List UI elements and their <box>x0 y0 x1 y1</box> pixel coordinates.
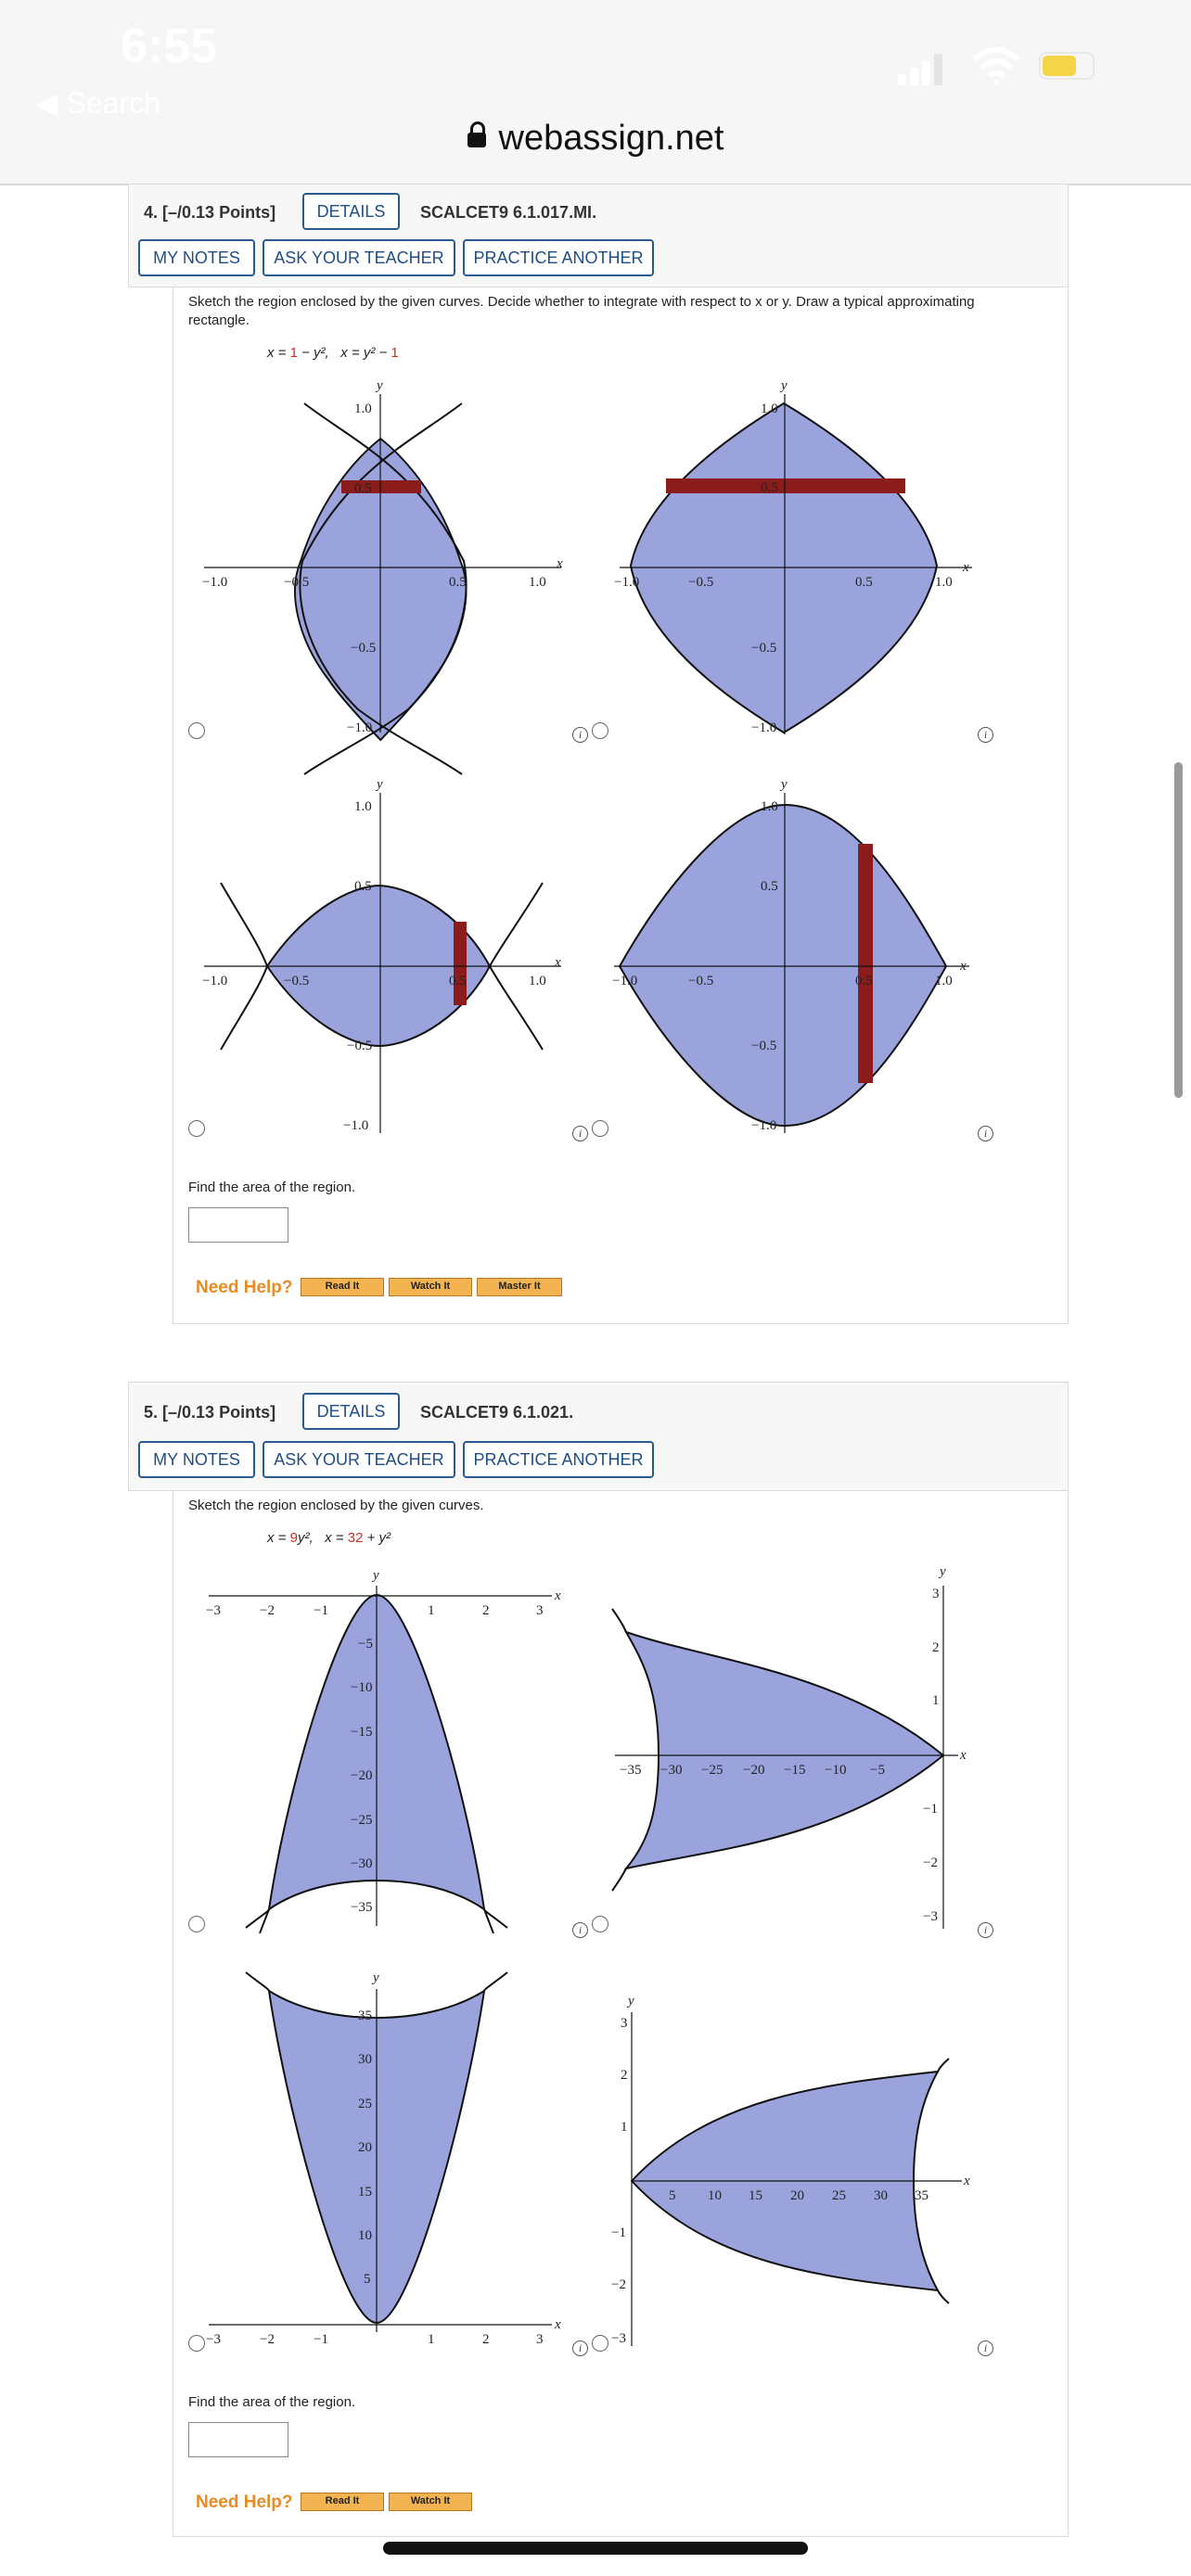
info-icon[interactable]: i <box>978 2340 993 2356</box>
curve-top-left <box>246 1972 269 1991</box>
tick-y: 5 <box>364 2272 371 2287</box>
tick-x: 20 <box>790 2188 804 2203</box>
question-4-equation: x = 1 − y², x = y² − 1 <box>267 345 399 361</box>
question-4-graph-c <box>195 770 584 1141</box>
signal-icon <box>898 54 944 85</box>
tick-y: −0.5 <box>347 1039 373 1053</box>
question-5-equation: x = 9y², x = 32 + y² <box>267 1530 391 1546</box>
tick-x: 2 <box>482 2332 490 2347</box>
axis-label-y: y <box>781 378 788 393</box>
question-4-details-button[interactable]: DETAILS <box>302 193 400 230</box>
tick-x: 1.0 <box>529 974 546 988</box>
tick-y: −2 <box>611 2277 626 2292</box>
tick-y: −1 <box>923 1802 938 1817</box>
tick-x: −1.0 <box>612 974 638 988</box>
approx-rectangle <box>454 922 467 1005</box>
question-5-find-area-label: Find the area of the region. <box>188 2394 356 2410</box>
tick-y: −25 <box>351 1813 373 1828</box>
question-4-graph-b <box>612 371 1002 742</box>
tick-x: 10 <box>708 2188 722 2203</box>
tick-x: −2 <box>260 2332 275 2347</box>
tick-y: 10 <box>358 2228 372 2243</box>
info-icon[interactable]: i <box>978 1922 993 1938</box>
tick-y: −0.5 <box>751 1039 777 1053</box>
question-4-option-d-radio[interactable] <box>592 1120 608 1137</box>
scrollbar-thumb[interactable] <box>1174 762 1183 1098</box>
curve-left-top <box>612 1609 626 1632</box>
approx-rectangle <box>341 480 421 493</box>
tick-x: 0.5 <box>855 575 873 590</box>
tick-y: 1.0 <box>761 402 778 416</box>
tick-y: 0.5 <box>354 481 372 496</box>
tick-y: −30 <box>351 1856 373 1871</box>
tick-y: 1 <box>932 1693 940 1708</box>
tick-y: 0.5 <box>761 879 778 894</box>
region <box>620 805 946 1126</box>
tick-x: −1.0 <box>202 974 228 988</box>
axis-label-x: x <box>963 560 969 575</box>
question-5-code: SCALCET9 6.1.021. <box>420 1403 574 1422</box>
tick-y: 0.5 <box>761 480 778 495</box>
question-5-prompt: Sketch the region enclosed by the given curves. <box>188 1498 484 1513</box>
axis-label-x: x <box>964 2174 970 2188</box>
tick-x: −5 <box>870 1763 885 1778</box>
tick-x: 1.0 <box>935 974 953 988</box>
tick-x: 2 <box>482 1603 490 1618</box>
tick-y: −5 <box>358 1637 373 1651</box>
question-4-code: SCALCET9 6.1.017.MI. <box>420 203 597 222</box>
curve-left-bottom <box>612 1868 626 1891</box>
approx-rectangle <box>666 478 905 493</box>
tick-x: 15 <box>749 2188 762 2203</box>
tick-y: −1.0 <box>751 721 777 735</box>
question-4-read-it-button[interactable]: Read It <box>301 1278 384 1296</box>
axis-label-y: y <box>940 1564 946 1579</box>
tick-x: 1 <box>428 2332 435 2347</box>
tick-y: 2 <box>932 1640 940 1655</box>
clock: 6:55 <box>121 19 218 73</box>
home-indicator[interactable] <box>383 2542 808 2555</box>
tick-x: 0.5 <box>449 575 467 590</box>
info-icon[interactable]: i <box>572 727 588 743</box>
question-5-graph-d <box>608 1994 997 2355</box>
curve-top-right <box>484 1972 507 1991</box>
tick-y: −3 <box>923 1909 938 1924</box>
tick-y: −3 <box>611 2331 626 2346</box>
tick-y: −2 <box>923 1855 938 1870</box>
tick-x: −3 <box>206 1603 221 1618</box>
question-5-number: 5. [–/0.13 Points] <box>144 1403 276 1422</box>
question-4-graph-a <box>195 371 584 742</box>
question-4-graph-d <box>612 770 1002 1141</box>
tick-x: −0.5 <box>688 575 714 590</box>
axis-label-x: x <box>960 1748 967 1763</box>
tick-x: −20 <box>743 1763 765 1778</box>
tick-x: −15 <box>784 1763 806 1778</box>
tick-x: 1 <box>428 1603 435 1618</box>
axis-label-y: y <box>377 378 383 393</box>
tick-y: 15 <box>358 2185 372 2200</box>
axis-label-x: x <box>555 1588 561 1603</box>
tick-x: −35 <box>620 1763 642 1778</box>
tick-y: 2 <box>621 2068 628 2083</box>
axis-label-y: y <box>377 777 383 792</box>
tick-y: −0.5 <box>751 641 777 656</box>
tick-x: −30 <box>660 1763 683 1778</box>
question-5-ask-teacher-button[interactable]: ASK YOUR TEACHER <box>263 1441 455 1478</box>
question-4-ask-teacher-button[interactable]: ASK YOUR TEACHER <box>263 239 455 276</box>
url-text: webassign.net <box>498 119 724 158</box>
tick-x: −2 <box>260 1603 275 1618</box>
question-4-answer-input[interactable] <box>188 1207 288 1243</box>
question-5-practice-another-button[interactable]: PRACTICE ANOTHER <box>463 1441 654 1478</box>
axis-label-x: x <box>960 959 967 974</box>
tick-y: −15 <box>351 1725 373 1740</box>
tick-y: 1 <box>621 2120 628 2135</box>
tick-x: −1.0 <box>202 575 228 590</box>
question-5-header <box>128 1382 1069 1491</box>
question-4-my-notes-button[interactable]: MY NOTES <box>138 239 255 276</box>
tick-y: −1.0 <box>343 1118 369 1133</box>
approx-rectangle <box>858 844 873 1083</box>
tick-x: 1.0 <box>935 575 953 590</box>
question-4-watch-it-button[interactable]: Watch It <box>389 1278 472 1296</box>
question-5-need-help-label: Need Help? <box>196 2493 293 2512</box>
question-5-graph-b <box>608 1562 997 1933</box>
question-5-option-b-radio[interactable] <box>592 1916 608 1932</box>
question-4-find-area-label: Find the area of the region. <box>188 1180 356 1195</box>
question-4-header <box>128 184 1069 287</box>
curve-right-bottom <box>938 2290 949 2303</box>
tick-y: −35 <box>351 1900 373 1915</box>
tick-y: 0.5 <box>354 879 372 894</box>
tick-x: −3 <box>206 2332 221 2347</box>
tick-y: 1.0 <box>354 402 372 416</box>
curve-lower-left <box>221 966 267 1050</box>
axis-label-y: y <box>628 1994 634 2009</box>
tick-y: 30 <box>358 2052 372 2067</box>
info-icon[interactable]: i <box>572 2340 588 2356</box>
question-5-graph-a <box>195 1562 584 1933</box>
question-4-master-it-button[interactable]: Master It <box>477 1278 562 1296</box>
tick-y: −1 <box>611 2225 626 2240</box>
info-icon[interactable]: i <box>978 1126 993 1141</box>
tick-x: 30 <box>874 2188 888 2203</box>
tick-y: 35 <box>358 2009 372 2023</box>
lock-icon <box>467 133 486 147</box>
question-4-option-c-radio[interactable] <box>188 1120 205 1137</box>
axis-label-x: x <box>557 556 563 571</box>
question-5-answer-input[interactable] <box>188 2422 288 2457</box>
info-icon[interactable]: i <box>572 1922 588 1938</box>
tick-x: −0.5 <box>284 575 310 590</box>
tick-y: 3 <box>621 2016 628 2031</box>
question-5-graph-c <box>195 1961 584 2351</box>
tick-y: −0.5 <box>351 641 377 656</box>
question-4-practice-another-button[interactable]: PRACTICE ANOTHER <box>463 239 654 276</box>
tick-y: 3 <box>932 1587 940 1601</box>
curve-upper-left <box>221 883 267 966</box>
info-icon[interactable]: i <box>572 1126 588 1141</box>
tick-y: −1.0 <box>347 721 373 735</box>
tick-x: −1.0 <box>614 575 640 590</box>
curve-upper-right <box>490 883 543 966</box>
question-5-option-a-radio[interactable] <box>188 1916 205 1932</box>
axis-label-y: y <box>781 777 788 792</box>
region <box>626 1632 943 1868</box>
tick-x: −1 <box>314 1603 328 1618</box>
tick-x: 35 <box>915 2188 928 2203</box>
tick-x: −0.5 <box>284 974 310 988</box>
question-5-watch-it-button[interactable]: Watch It <box>389 2493 472 2511</box>
tick-x: 0.5 <box>855 974 873 988</box>
tick-x: 25 <box>832 2188 846 2203</box>
tick-y: −20 <box>351 1768 373 1783</box>
tick-y: 1.0 <box>761 799 778 814</box>
question-4-prompt: Sketch the region enclosed by the given curves. Decide whether to integrate with respect to x or y. Draw a typical approximating rectangle. <box>188 294 975 328</box>
axis-label-x: x <box>555 2317 561 2332</box>
tick-y: 25 <box>358 2097 372 2111</box>
tick-y: 1.0 <box>354 799 372 814</box>
axis-label-x: x <box>555 955 561 970</box>
browser-status-bar <box>0 0 1191 185</box>
tick-y: −10 <box>351 1680 373 1695</box>
question-4-option-b-radio[interactable] <box>592 722 608 739</box>
question-4-option-a-radio[interactable] <box>188 722 205 739</box>
tick-x: −1 <box>314 2332 328 2347</box>
tick-x: 0.5 <box>449 974 467 988</box>
axis-label-y: y <box>373 1568 379 1583</box>
battery-icon <box>1039 52 1095 80</box>
question-5-my-notes-button[interactable]: MY NOTES <box>138 1441 255 1478</box>
question-5-read-it-button[interactable]: Read It <box>301 2493 384 2511</box>
info-icon[interactable]: i <box>978 727 993 743</box>
tick-x: −25 <box>701 1763 724 1778</box>
tick-y: 20 <box>358 2140 372 2155</box>
tick-x: 1.0 <box>529 575 546 590</box>
tick-x: 5 <box>669 2188 676 2203</box>
question-4-need-help-label: Need Help? <box>196 1278 293 1297</box>
back-to-search-link[interactable]: ◀ Search <box>35 86 160 120</box>
question-4-number: 4. [–/0.13 Points] <box>144 203 276 222</box>
tick-x: 3 <box>536 1603 544 1618</box>
axis-label-y: y <box>373 1970 379 1985</box>
question-5-option-c-radio[interactable] <box>188 2335 205 2352</box>
tick-x: 3 <box>536 2332 544 2347</box>
tick-y: −1.0 <box>751 1118 777 1133</box>
tick-x: −10 <box>825 1763 847 1778</box>
url-bar[interactable] <box>0 119 1191 159</box>
question-5-option-d-radio[interactable] <box>592 2335 608 2352</box>
wifi-icon <box>972 46 1020 85</box>
tick-x: −0.5 <box>688 974 714 988</box>
curve-right-top <box>938 2059 949 2072</box>
question-5-details-button[interactable]: DETAILS <box>302 1393 400 1430</box>
